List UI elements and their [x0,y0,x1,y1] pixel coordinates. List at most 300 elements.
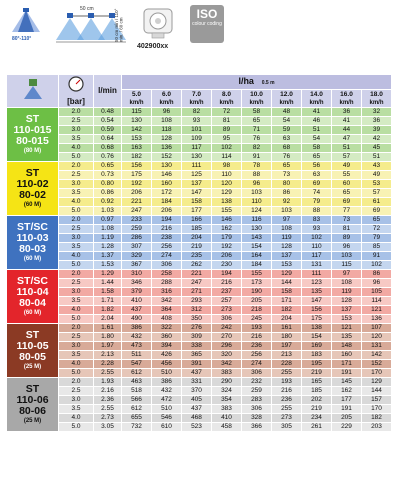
rate-cell: 216 [272,387,302,396]
flow-rate-header: l/min [94,75,122,108]
rate-cell: 82 [242,144,272,153]
flow-cell: 0.65 [94,162,122,171]
rate-cell: 65 [272,162,302,171]
rate-cell: 125 [182,171,212,180]
rate-cell: 96 [152,108,182,117]
speed-value: 7.0 [191,90,202,98]
table-row [7,243,392,252]
rate-cell: 32 [362,108,392,117]
rate-cell: 80 [272,180,302,189]
rate-cell: 386 [152,378,182,387]
rate-cell: 148 [332,342,362,351]
rate-cell: 88 [242,171,272,180]
rate-cell: 177 [332,396,362,405]
rate-cell: 354 [212,396,242,405]
rate-cell: 172 [152,189,182,198]
rate-cell: 523 [182,423,212,432]
pressure-cell: 4.0 [59,198,94,207]
rate-cell: 328 [242,414,272,423]
pressure-cell: 3.0 [59,288,94,297]
rate-cell: 115 [332,261,362,270]
spray-angle-icon [8,8,44,36]
rate-cell: 259 [122,225,152,234]
rate-cell: 193 [272,378,302,387]
pressure-cell: 2.5 [59,171,94,180]
rate-cell: 120 [212,180,242,189]
rate-cell: 182 [272,306,302,315]
pressure-cell: 5.0 [59,423,94,432]
flow-cell: 0.76 [94,153,122,162]
rate-cell: 44 [332,126,362,135]
nozzle-name: 80-015 [16,135,49,148]
rate-cell: 46 [302,117,332,126]
speed-unit: km/h [189,99,204,106]
nozzle-name: 80-02 [19,189,46,202]
rate-cell: 185 [182,225,212,234]
rate-cell: 437 [182,369,212,378]
rate-cell: 137 [182,180,212,189]
rate-cell: 79 [302,198,332,207]
nozzle-name: 80-06 [19,405,46,418]
rate-cell: 216 [152,225,182,234]
rate-cell: 456 [152,360,182,369]
rate-cell: 290 [212,378,242,387]
rate-cell: 233 [122,216,152,225]
table-row [7,162,392,171]
rate-cell: 612 [122,369,152,378]
rate-cell: 383 [212,369,242,378]
rate-cell: 236 [272,396,302,405]
table-row [7,225,392,234]
table-row [7,117,392,126]
flow-cell: 0.59 [94,126,122,135]
pressure-cell: 3.0 [59,234,94,243]
rate-cell: 175 [122,171,152,180]
rate-cell: 160 [332,351,362,360]
rate-cell: 73 [272,171,302,180]
nozzle-mesh-size: (60 M) [23,202,42,209]
rate-cell: 230 [212,261,242,270]
table-row [7,405,392,414]
rate-cell: 169 [302,342,332,351]
rate-cell: 192 [122,180,152,189]
speed-header [182,90,212,108]
rate-cell: 143 [242,234,272,243]
rate-cell: 145 [332,378,362,387]
table-row [7,153,392,162]
flow-cell: 1.44 [94,279,122,288]
rate-cell: 47 [332,135,362,144]
rate-cell: 146 [152,171,182,180]
table-row [7,279,392,288]
flow-cell: 0.68 [94,144,122,153]
pressure-cell: 4.0 [59,360,94,369]
rate-cell: 218 [242,306,272,315]
speed-unit: km/h [129,99,144,106]
rate-cell: 286 [122,234,152,243]
rate-cell: 121 [332,324,362,333]
rate-cell: 426 [152,351,182,360]
rate-cell: 82 [182,108,212,117]
rate-cell: 310 [122,270,152,279]
speed-value: 12.0 [280,90,293,98]
speed-header [212,90,242,108]
rate-cell: 179 [212,234,242,243]
rate-cell: 41 [332,117,362,126]
rate-cell: 102 [302,234,332,243]
nozzle-mesh-size: (25 M) [23,364,42,371]
rate-cell: 51 [332,144,362,153]
rate-cell: 101 [182,126,212,135]
nozzle-mesh-size: (80 M) [23,148,42,155]
rate-cell: 165 [302,378,332,387]
table-row [7,351,392,360]
rate-cell: 437 [182,405,212,414]
rate-cell: 257 [212,297,242,306]
flow-cell: 2.16 [94,387,122,396]
spray-angle-label: 80°-110° [12,36,32,42]
rate-cell: 158 [272,288,302,297]
speed-header [332,90,362,108]
table-row [7,144,392,153]
flow-cell: 2.55 [94,405,122,414]
rate-cell: 129 [272,270,302,279]
rate-cell: 65 [362,216,392,225]
rate-cell: 170 [362,369,392,378]
rate-cell: 320 [212,351,242,360]
rate-cell: 170 [362,405,392,414]
table-row [7,315,392,324]
rate-cell: 546 [152,414,182,423]
rate-cell: 610 [152,423,182,432]
rate-cell: 312 [182,306,212,315]
pressure-cell: 4.0 [59,144,94,153]
pressure-cell: 5.0 [59,153,94,162]
rate-cell: 370 [182,387,212,396]
nozzle-name: 80-05 [19,351,46,364]
rate-cell: 129 [362,378,392,387]
rate-cell: 137 [272,252,302,261]
rate-cell: 510 [152,369,182,378]
rate-cell: 490 [122,315,152,324]
rate-cell: 182 [362,414,392,423]
rate-cell: 194 [212,270,242,279]
rate-cell: 93 [182,117,212,126]
rate-cell: 78 [242,162,272,171]
rate-cell: 309 [182,333,212,342]
rate-cell: 324 [212,387,242,396]
rate-cell: 63 [302,171,332,180]
table-row [7,423,392,432]
rate-cell: 51 [362,153,392,162]
table-row [7,135,392,144]
table-row [7,189,392,198]
rate-cell: 69 [362,207,392,216]
flow-cell: 1.97 [94,342,122,351]
rate-cell: 96 [242,180,272,189]
pressure-cell: 3.5 [59,297,94,306]
rate-cell: 131 [362,342,392,351]
rate-cell: 103 [242,189,272,198]
rate-cell: 206 [122,189,152,198]
table-row [7,207,392,216]
rate-cell: 182 [122,153,152,162]
rate-cell: 410 [212,414,242,423]
table-row [7,234,392,243]
rate-cell: 274 [242,360,272,369]
rate-cell: 432 [122,333,152,342]
rate-cell: 114 [362,297,392,306]
pressure-cell: 2.0 [59,270,94,279]
rate-cell: 221 [122,198,152,207]
rate-cell: 410 [122,297,152,306]
nozzle-group-label [7,216,59,270]
pressure-cell: 2.0 [59,378,94,387]
table-row [7,369,392,378]
rate-cell: 342 [152,297,182,306]
rate-cell: 383 [212,405,242,414]
flow-cell: 0.64 [94,135,122,144]
rate-cell: 121 [362,306,392,315]
rate-cell: 109 [182,135,212,144]
pressure-cell: 3.5 [59,243,94,252]
nozzle-group-label [7,270,59,324]
rate-cell: 655 [122,414,152,423]
speed-unit: km/h [309,99,324,106]
nozzle-name: ST [25,167,40,180]
rate-cell: 342 [212,360,242,369]
rate-cell: 219 [302,405,332,414]
speed-unit: km/h [369,99,384,106]
rate-cell: 102 [362,261,392,270]
speed-header [362,90,392,108]
rate-cell: 124 [242,207,272,216]
rate-cell: 232 [242,378,272,387]
rate-cell: 147 [182,189,212,198]
rate-cell: 123 [302,279,332,288]
table-row [7,180,392,189]
rate-cell: 36 [332,108,362,117]
pressure-cell: 3.5 [59,135,94,144]
rate-cell: 316 [152,288,182,297]
speed-unit: km/h [249,99,264,106]
rate-cell: 205 [332,414,362,423]
rate-cell: 77 [332,207,362,216]
rate-cell: 153 [122,135,152,144]
rate-cell: 206 [212,252,242,261]
rate-cell: 194 [152,216,182,225]
rate-cell: 360 [152,333,182,342]
rate-cell: 511 [122,351,152,360]
iso-label: ISO [196,7,218,21]
table-row [7,108,392,117]
rate-cell: 195 [302,360,332,369]
flow-cell: 1.19 [94,234,122,243]
rate-cell: 69 [332,198,362,207]
rate-cell: 270 [212,333,242,342]
rate-cell: 255 [272,405,302,414]
rate-cell: 346 [122,279,152,288]
rate-cell: 103 [272,207,302,216]
product-code: 402900xx [137,43,169,50]
rate-cell: 53 [362,180,392,189]
pressure-cell: 3.0 [59,180,94,189]
rate-cell: 408 [152,315,182,324]
nozzle-tip-icon [138,3,178,41]
rate-cell: 130 [152,162,182,171]
rate-cell: 154 [302,333,332,342]
nozzle-name: ST [25,113,40,126]
table-row [7,297,392,306]
rate-cell: 58 [242,108,272,117]
rate-cell: 59 [272,126,302,135]
nozzle-group-label [7,108,59,162]
rate-cell: 79 [362,234,392,243]
rate-cell: 322 [152,324,182,333]
table-row [7,261,392,270]
rate-cell: 259 [242,387,272,396]
speed-unit: km/h [339,99,354,106]
rate-cell: 235 [182,252,212,261]
rate-cell: 111 [182,162,212,171]
rate-cell: 184 [152,198,182,207]
rate-cell: 547 [122,360,152,369]
rate-cell: 155 [212,207,242,216]
rate-cell: 473 [122,342,152,351]
rate-cell: 160 [152,180,182,189]
rate-cell: 367 [122,261,152,270]
pressure-cell: 2.0 [59,216,94,225]
rate-cell: 204 [272,315,302,324]
rate-cell: 135 [332,333,362,342]
pressure-cell: 2.0 [59,108,94,117]
pressure-cell: 5.0 [59,315,94,324]
rate-cell: 110 [302,243,332,252]
rate-cell: 88 [302,207,332,216]
table-row [7,333,392,342]
rate-cell: 83 [302,216,332,225]
pressure-cell: 4.0 [59,252,94,261]
rate-cell: 247 [122,207,152,216]
pressure-cell: 2.5 [59,117,94,126]
rate-cell: 41 [302,108,332,117]
rate-cell: 437 [122,306,152,315]
flow-cell: 1.71 [94,297,122,306]
speed-value: 14.0 [310,90,323,98]
rate-cell: 71 [242,126,272,135]
rate-cell: 39 [362,126,392,135]
table-row [7,360,392,369]
rate-cell: 97 [332,270,362,279]
rate-cell: 155 [242,270,272,279]
flow-cell: 2.36 [94,396,122,405]
pressure-cell: 2.0 [59,162,94,171]
rate-cell: 76 [272,153,302,162]
rate-cell: 306 [242,369,272,378]
rate-cell: 110 [242,198,272,207]
rate-cell: 274 [152,252,182,261]
rate-cell: 116 [242,216,272,225]
rate-cell: 92 [272,198,302,207]
rate-cell: 108 [152,117,182,126]
rate-cell: 405 [182,396,212,405]
pressure-cell: 4.0 [59,306,94,315]
rate-cell: 138 [212,198,242,207]
flow-cell: 1.29 [94,270,122,279]
rate-cell: 472 [152,396,182,405]
rate-cell: 283 [242,396,272,405]
rate-cell: 273 [212,306,242,315]
rate-cell: 136 [152,144,182,153]
rate-cell: 237 [212,288,242,297]
rate-cell: 296 [212,342,242,351]
rate-cell: 258 [152,270,182,279]
speed-value: 18.0 [370,90,383,98]
nozzle-header-icon [7,75,59,108]
pressure-header [59,75,94,108]
rate-cell: 163 [122,144,152,153]
pressure-cell: 3.0 [59,126,94,135]
flow-cell: 1.03 [94,207,122,216]
rate-cell: 93 [302,225,332,234]
flow-cell: 1.08 [94,225,122,234]
header-strip [0,0,400,56]
nozzle-mesh-size: (60 M) [23,256,42,263]
speed-header [302,90,332,108]
rate-cell: 102 [212,144,242,153]
pressure-cell: 5.0 [59,207,94,216]
pressure-cell: 2.5 [59,279,94,288]
pressure-cell: 2.5 [59,225,94,234]
nozzle-mesh-size: (25 M) [23,418,42,425]
nozzle-name: 110-05 [16,340,49,353]
table-row [7,324,392,333]
rate-cell: 510 [152,405,182,414]
flow-cell: 1.61 [94,324,122,333]
iso-caption: colour coding [192,21,222,27]
speed-header [152,90,182,108]
rate-cell: 110 [212,171,242,180]
rate-cell: 72 [212,108,242,117]
rate-cell: 108 [332,279,362,288]
rate-cell: 136 [362,315,392,324]
rate-cell: 95 [212,135,242,144]
pressure-unit: [bar] [67,97,85,106]
rate-cell: 97 [272,216,302,225]
rate-cell: 54 [272,117,302,126]
table-row [7,252,392,261]
speed-value: 10.0 [250,90,263,98]
flow-cell: 2.13 [94,351,122,360]
rate-cell: 60 [332,180,362,189]
rate-cell: 458 [212,423,242,432]
table-row [7,171,392,180]
rate-cell: 191 [332,405,362,414]
rate-cell: 245 [242,315,272,324]
rate-cell: 111 [302,270,332,279]
nozzle-name: 80-04 [19,297,46,310]
boom-height-note: 50 cm min / 110° min. / 60 cm [114,8,124,42]
table-row [7,270,392,279]
rate-cell: 57 [332,153,362,162]
rate-cell: 612 [122,405,152,414]
pressure-cell: 3.5 [59,351,94,360]
pressure-cell: 4.0 [59,414,94,423]
flow-cell: 1.53 [94,261,122,270]
flow-cell: 1.82 [94,306,122,315]
rate-cell: 338 [182,342,212,351]
rate-cell: 350 [182,315,212,324]
